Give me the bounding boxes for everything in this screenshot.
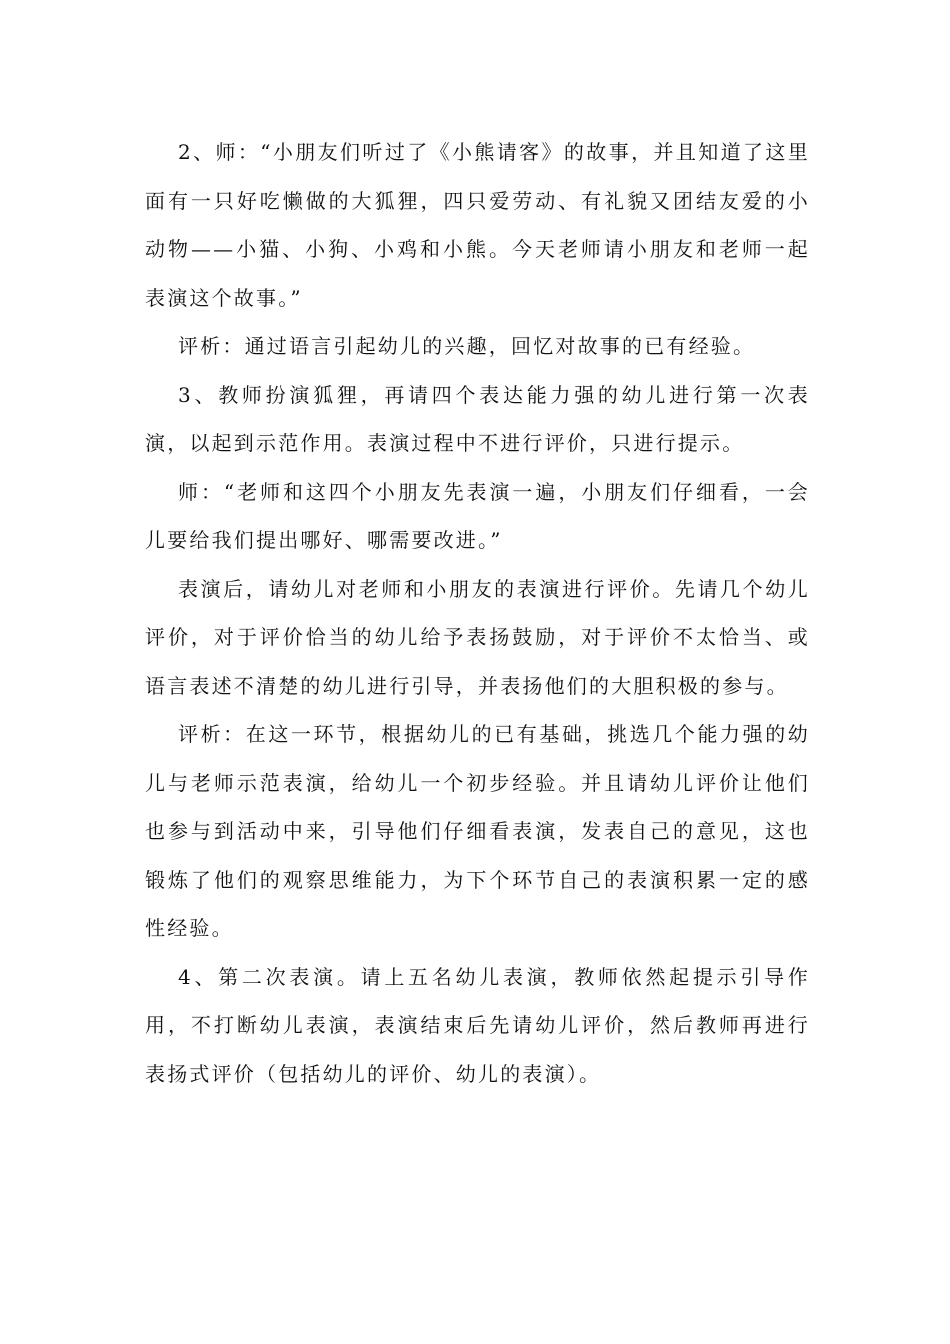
- document-body: [145, 128, 810, 1098]
- paragraph-step-4: 4、第二次表演。请上五名幼儿表演，教师依然起提示引导作用，不打断幼儿表演，表演结束后先请幼儿评价，然后教师再进行表扬式评价（包括幼儿的评价、幼儿的表演）。: [145, 964, 810, 1086]
- paragraph-analysis-1: 评析：通过语言引起幼儿的兴趣，回忆对故事的已有经验。: [178, 334, 756, 358]
- paragraph-after-performance: 表演后，请幼儿对老师和小朋友的表演进行评价。先请几个幼儿评价，对于评价恰当的幼儿给予表扬鼓励，对于评价不太恰当、或语言表述不清楚的幼儿进行引导，并表扬他们的大胆积极的参与。: [145, 576, 810, 698]
- paragraph-analysis-2: 评析：在这一环节，根据幼儿的已有基础，挑选几个能力强的幼儿与老师示范表演，给幼儿一个初步经验。并且请幼儿评价让他们也参与到活动中来，引导他们仔细看表演，发表自己的意见，这也锻炼了他们的观察思维能力，为下个环节自己的表演积累一定的感性经验。: [145, 722, 810, 940]
- paragraph-step-3: 3、教师扮演狐狸，再请四个表达能力强的幼儿进行第一次表演，以起到示范作用。表演过程中不进行评价，只进行提示。: [145, 382, 810, 455]
- paragraph-teacher-quote: 师：“老师和这四个小朋友先表演一遍，小朋友们仔细看，一会儿要给我们提出哪好、哪需要改进。”: [145, 479, 810, 552]
- paragraph-step-2: 2、师：“小朋友们听过了《小熊请客》的故事，并且知道了这里面有一只好吃懒做的大狐狸，四只爱劳动、有礼貌又团结友爱的小动物——小猫、小狗、小鸡和小熊。今天老师请小朋友和老师一起表演这个故事。”: [145, 140, 810, 310]
